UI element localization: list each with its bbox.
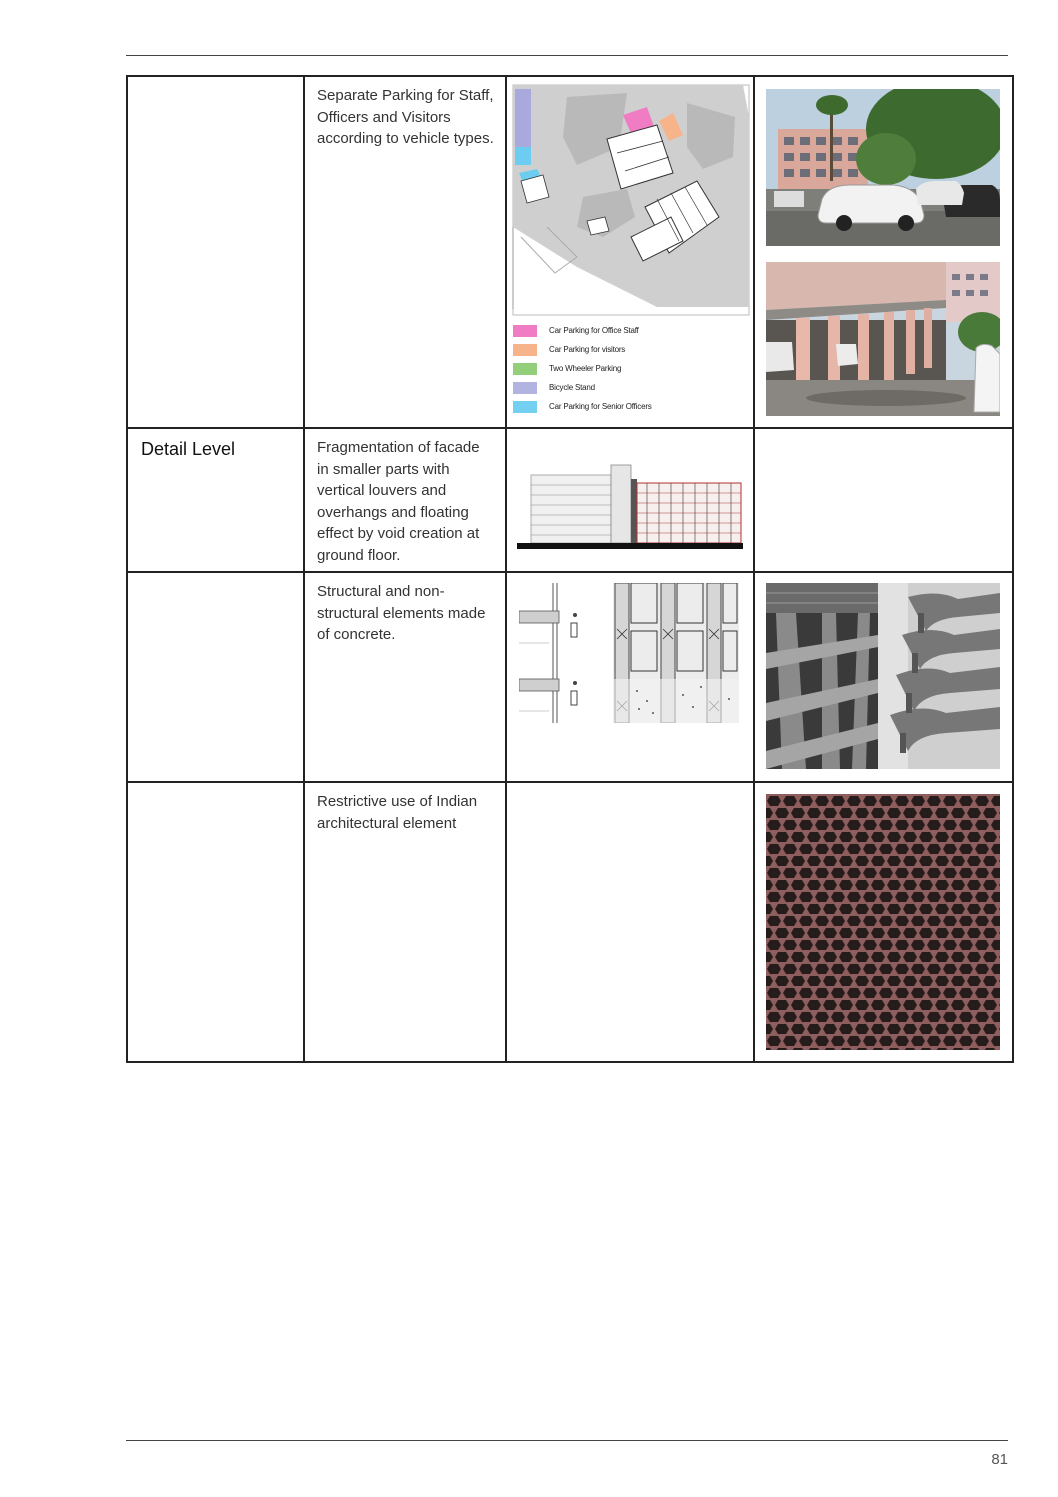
legend-item <box>513 359 652 378</box>
legend-swatch <box>513 344 537 356</box>
level-label <box>128 77 303 87</box>
level-label <box>128 783 303 793</box>
parking-legend <box>513 321 652 416</box>
table-row <box>127 428 1013 572</box>
legend-label: Car Parking for Senior Officers <box>549 402 652 411</box>
legend-label: Bicycle Stand <box>549 383 595 392</box>
legend-item <box>513 378 652 397</box>
drawing-cell <box>506 782 754 1062</box>
legend-item <box>513 321 652 340</box>
description-cell <box>304 428 506 572</box>
legend-label: Car Parking for Office Staff <box>549 326 639 335</box>
level-cell <box>127 782 304 1062</box>
legend-swatch <box>513 325 537 337</box>
drawing-cell <box>506 572 754 782</box>
section-detail-drawing <box>519 583 585 723</box>
photo-cell <box>754 572 1013 782</box>
description-cell <box>304 782 506 1062</box>
footer-rule <box>126 1440 1008 1441</box>
legend-label: Two Wheeler Parking <box>549 364 622 373</box>
legend-swatch <box>513 401 537 413</box>
drawing-cell <box>506 76 754 428</box>
legend-swatch <box>513 363 537 375</box>
design-analysis-table <box>126 75 1014 1063</box>
legend-label: Car Parking for visitors <box>549 345 626 354</box>
photo-cell <box>754 428 1013 572</box>
description-text: Separate Parking for Staff, Officers and Visitors according to vehicle types. <box>317 87 494 147</box>
level-cell <box>127 76 304 428</box>
description-text: Structural and non-structural elements made of concrete. <box>317 583 486 643</box>
level-label: Detail Level <box>141 439 236 459</box>
description-cell <box>304 76 506 428</box>
photo-cell <box>754 782 1013 1062</box>
facade-elevation-drawing <box>517 439 743 559</box>
description-text: Fragmentation of facade in smaller parts with vertical louvers and overhangs and floating effect by void creation at ground floor. <box>317 439 480 564</box>
table-row <box>127 782 1013 1062</box>
table-row <box>127 572 1013 782</box>
description-text: Restrictive use of Indian architectural element <box>317 793 478 832</box>
jali-screen-photo <box>766 794 1000 1050</box>
drawing-cell <box>506 428 754 572</box>
site-plan-drawing <box>507 77 753 317</box>
photo-cell <box>754 76 1013 428</box>
level-label <box>128 573 303 583</box>
legend-item <box>513 340 652 359</box>
concrete-frame-photo <box>766 583 878 769</box>
header-rule <box>126 55 1008 56</box>
page-number: 81 <box>991 1451 1008 1468</box>
parking-lot-photo <box>766 89 1000 246</box>
description-cell <box>304 572 506 782</box>
level-cell <box>127 572 304 782</box>
level-cell <box>127 428 304 572</box>
concrete-overhang-photo <box>878 583 1000 769</box>
parking-colonnade-photo <box>766 262 1000 416</box>
facade-grid-drawing <box>613 583 739 723</box>
legend-item <box>513 397 652 416</box>
legend-swatch <box>513 382 537 394</box>
table-row <box>127 76 1013 428</box>
